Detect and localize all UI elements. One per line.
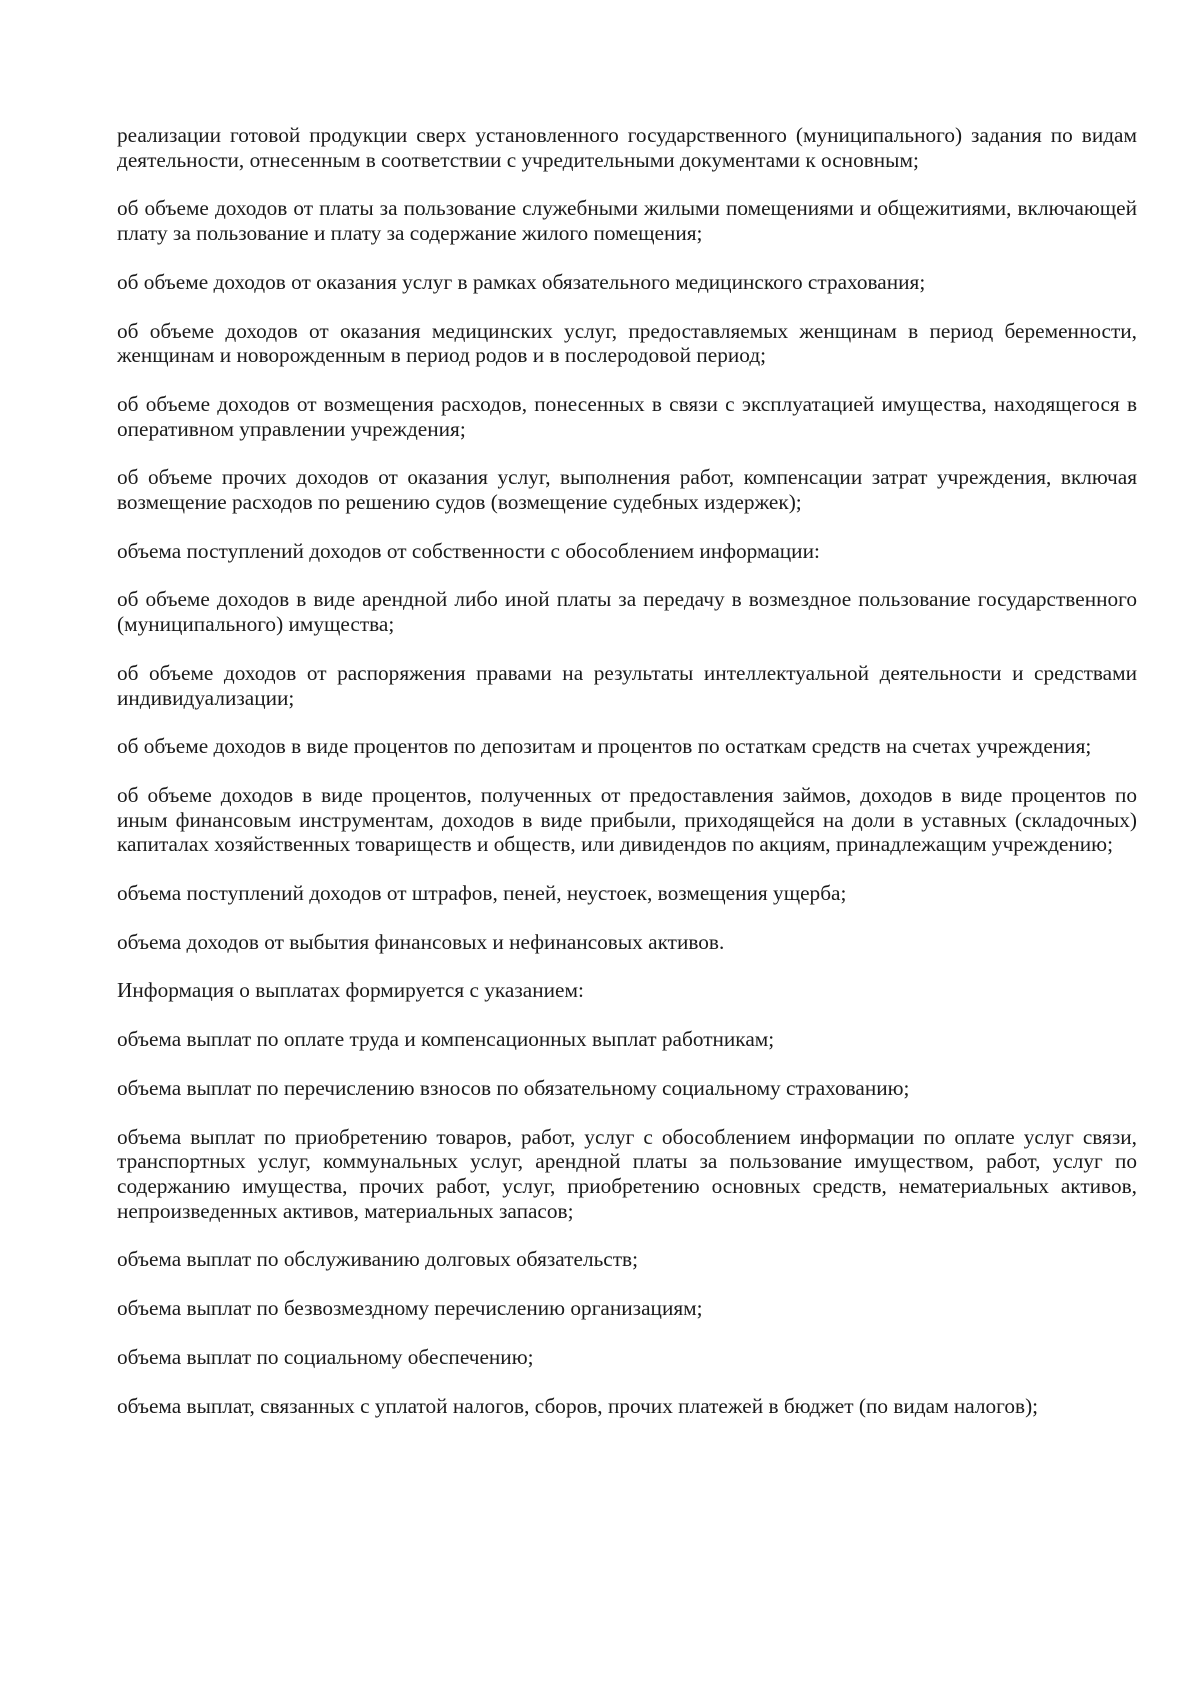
paragraph-13: объема доходов от выбытия финансовых и нефинансовых активов. bbox=[117, 929, 725, 954]
paragraph-10: об объеме доходов в виде процентов по депозитам и процентов по остаткам средств на счетах учреждения; bbox=[117, 734, 1092, 759]
paragraph-19: объема выплат по безвозмездному перечислению организациям; bbox=[117, 1296, 703, 1321]
paragraph-16: объема выплат по перечислению взносов по обязательному социальному страхованию; bbox=[117, 1075, 910, 1100]
paragraph-2: об объеме доходов от платы за пользование служебными жилыми помещениями и общежитиями, включающей плату за пользование и плату за содержание жилого помещения; bbox=[117, 196, 1137, 246]
paragraph-20: объема выплат по социальному обеспечению; bbox=[117, 1344, 534, 1369]
paragraph-5: об объеме доходов от возмещения расходов, понесенных в связи с эксплуатацией имущества, находящегося в оперативном управлении учреждения; bbox=[117, 391, 1137, 441]
paragraph-6: об объеме прочих доходов от оказания услуг, выполнения работ, компенсации затрат учреждения, включая возмещение расходов по решению судов (возмещение судебных издержек); bbox=[117, 465, 1137, 515]
document-page bbox=[117, 123, 1137, 1442]
paragraph-7: объема поступлений доходов от собственности с обособлением информации: bbox=[117, 538, 820, 563]
paragraph-3: об объеме доходов от оказания услуг в рамках обязательного медицинского страхования; bbox=[117, 269, 926, 294]
paragraph-21: объема выплат, связанных с уплатой налогов, сборов, прочих платежей в бюджет (по видам налогов); bbox=[117, 1393, 1039, 1418]
paragraph-4: об объеме доходов от оказания медицинских услуг, предоставляемых женщинам в период беременности, женщинам и новорожденным в период родов и в послеродовой период; bbox=[117, 318, 1137, 368]
paragraph-12: объема поступлений доходов от штрафов, пеней, неустоек, возмещения ущерба; bbox=[117, 881, 847, 906]
paragraph-9: об объеме доходов от распоряжения правами на результаты интеллектуальной деятельности и средствами индивидуализации; bbox=[117, 660, 1137, 710]
paragraph-14: Информация о выплатах формируется с указанием: bbox=[117, 978, 584, 1003]
paragraph-17: объема выплат по приобретению товаров, работ, услуг с обособлением информации по оплате услуг связи, транспортных услуг, коммунальных услуг, арендной платы за пользование имуществом, работ, услуг по содержанию имущества, прочих работ, услуг, приобретению основных средств, нематериальных активов, непроизведенных активов, материальных запасов; bbox=[117, 1124, 1137, 1223]
paragraph-18: объема выплат по обслуживанию долговых обязательств; bbox=[117, 1247, 639, 1272]
paragraph-8: об объеме доходов в виде арендной либо иной платы за передачу в возмездное пользование государственного (муниципального) имущества; bbox=[117, 587, 1137, 637]
paragraph-15: объема выплат по оплате труда и компенсационных выплат работникам; bbox=[117, 1027, 775, 1052]
paragraph-1: реализации готовой продукции сверх установленного государственного (муниципального) задания по видам деятельности, отнесенным в соответствии с учредительными документами к основным; bbox=[117, 123, 1137, 172]
paragraph-11: об объеме доходов в виде процентов, полученных от предоставления займов, доходов в виде процентов по иным финансовым инструментам, доходов в виде прибыли, приходящейся на доли в уставных (складочных) капиталах хозяйственных товариществ и обществ, или дивидендов по акциям, принадлежащим учреждению; bbox=[117, 782, 1137, 857]
